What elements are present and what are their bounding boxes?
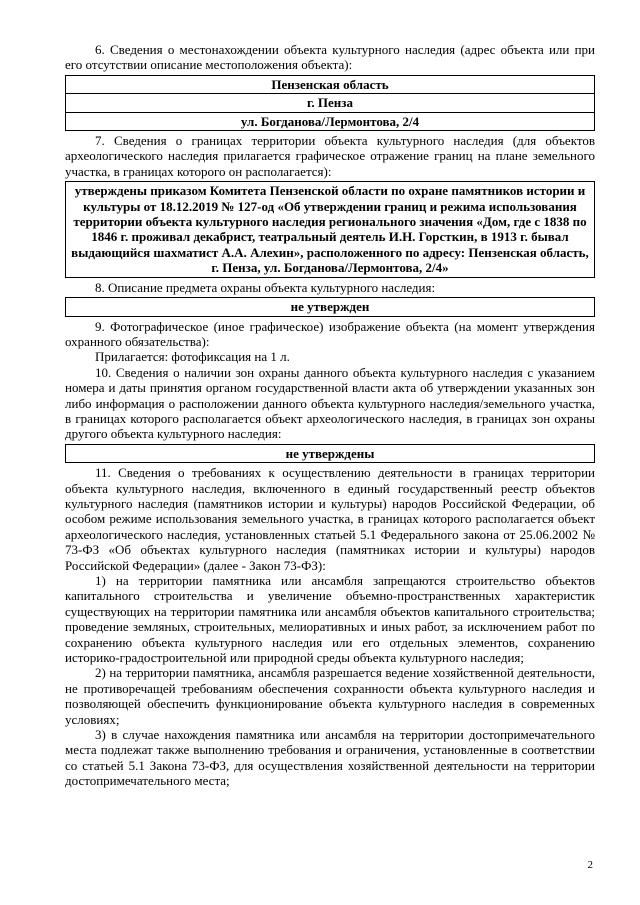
protection-subject-box: не утвержден bbox=[65, 297, 595, 316]
location-box bbox=[65, 75, 595, 131]
document-page bbox=[65, 42, 595, 789]
section-11-item-2: 2) на территории памятника, ансамбля разрешается ведение хозяйственной деятельности, не противоречащей требованиям обеспечения сохранности объекта культурного наследия и позволяющей обеспечить функционирование объекта культурного наследия в современных условиях; bbox=[65, 665, 595, 727]
section-8-text: 8. Описание предмета охраны объекта культурного наследия: bbox=[95, 279, 436, 295]
boundaries-box: утверждены приказом Комитета Пензенской области по охране памятников истории и культуры от 18.12.2019 № 127-од «Об утверждении границ и режима использования территории объекта культурного наследия регионального значения «Дом, где с 1838 по 1846 г. проживал декабрист, театральный деятель И.Н. Горсткин, в 1913 г. бывал выдающийся шахматист А.А. Алехин», расположенного по адресу: Пензенская область, г. Пенза, ул. Богданова/Лермонтова, 2/4» bbox=[65, 181, 595, 277]
section-11-item-1: 1) на территории памятника или ансамбля запрещаются строительство объектов капитального строительства и увеличение объемно-пространственных характеристик существующих на территории памятника или ансамбля объектов капитального строительства; проведение земляных, строительных, мелиоративных и иных работ, за исключением работ по сохранению объекта культурного наследия или его отдельных элементов, сохранению историко-градостроительной или природной среды объекта культурного наследия; bbox=[65, 573, 595, 666]
section-11-text: 11. Сведения о требованиях к осуществлению деятельности в границах территории объекта культурного наследия, включенного в единый государственный реестр объектов культурного наследия (памятников истории и культуры) народов Российской Федерации, об особом режиме использования земельного участка, в границах которого располагается объект археологического наследия, установленных статьей 5.1 Федерального закона от 25.06.2002 № 73-ФЗ «Об объектах культурного наследия (памятниках истории и культуры) народов Российской Федерации» (далее - Закон 73-ФЗ): bbox=[65, 465, 595, 573]
section-11-item-3: 3) в случае нахождения памятника или ансамбля на территории достопримечательного места подлежат также выполнению требования и ограничения, установленные в соответствии со статьей 5.1 Закона 73-ФЗ, для осуществления хозяйственной деятельности на территории достопримечательного места; bbox=[65, 727, 595, 789]
section-10-text: 10. Сведения о наличии зон охраны данного объекта культурного наследия с указанием номера и даты принятия органом государственной власти акта об утверждении указанных зон либо информация о расположении данного объекта культурного наследия/земельного участка, в границах которого располагается объект археологического наследия, в границах зон охраны другого объекта культурного наследия: bbox=[65, 364, 595, 442]
section-9-text: 9. Фотографическое (иное графическое) изображение объекта (на момент утверждения охранного обязательства): bbox=[65, 318, 595, 349]
location-region: Пензенская область bbox=[271, 76, 389, 92]
location-city: г. Пенза bbox=[66, 93, 594, 111]
page-number: 2 bbox=[587, 858, 593, 871]
location-street: ул. Богданова/Лермонтова, 2/4 bbox=[66, 112, 594, 130]
section-9-attached: Прилагается: фотофиксация на 1 л. bbox=[95, 349, 290, 365]
section-6-text: 6. Сведения о местонахождении объекта культурного наследия (адрес объекта или при его отсутствии описание местоположения объекта): bbox=[65, 42, 595, 73]
protection-zones-box: не утверждены bbox=[65, 444, 595, 463]
section-7-text: 7. Сведения о границах территории объекта культурного наследия (для объектов археологического наследия прилагается графическое отражение границ на плане земельного участка, в границах которого он располагается): bbox=[65, 133, 595, 179]
